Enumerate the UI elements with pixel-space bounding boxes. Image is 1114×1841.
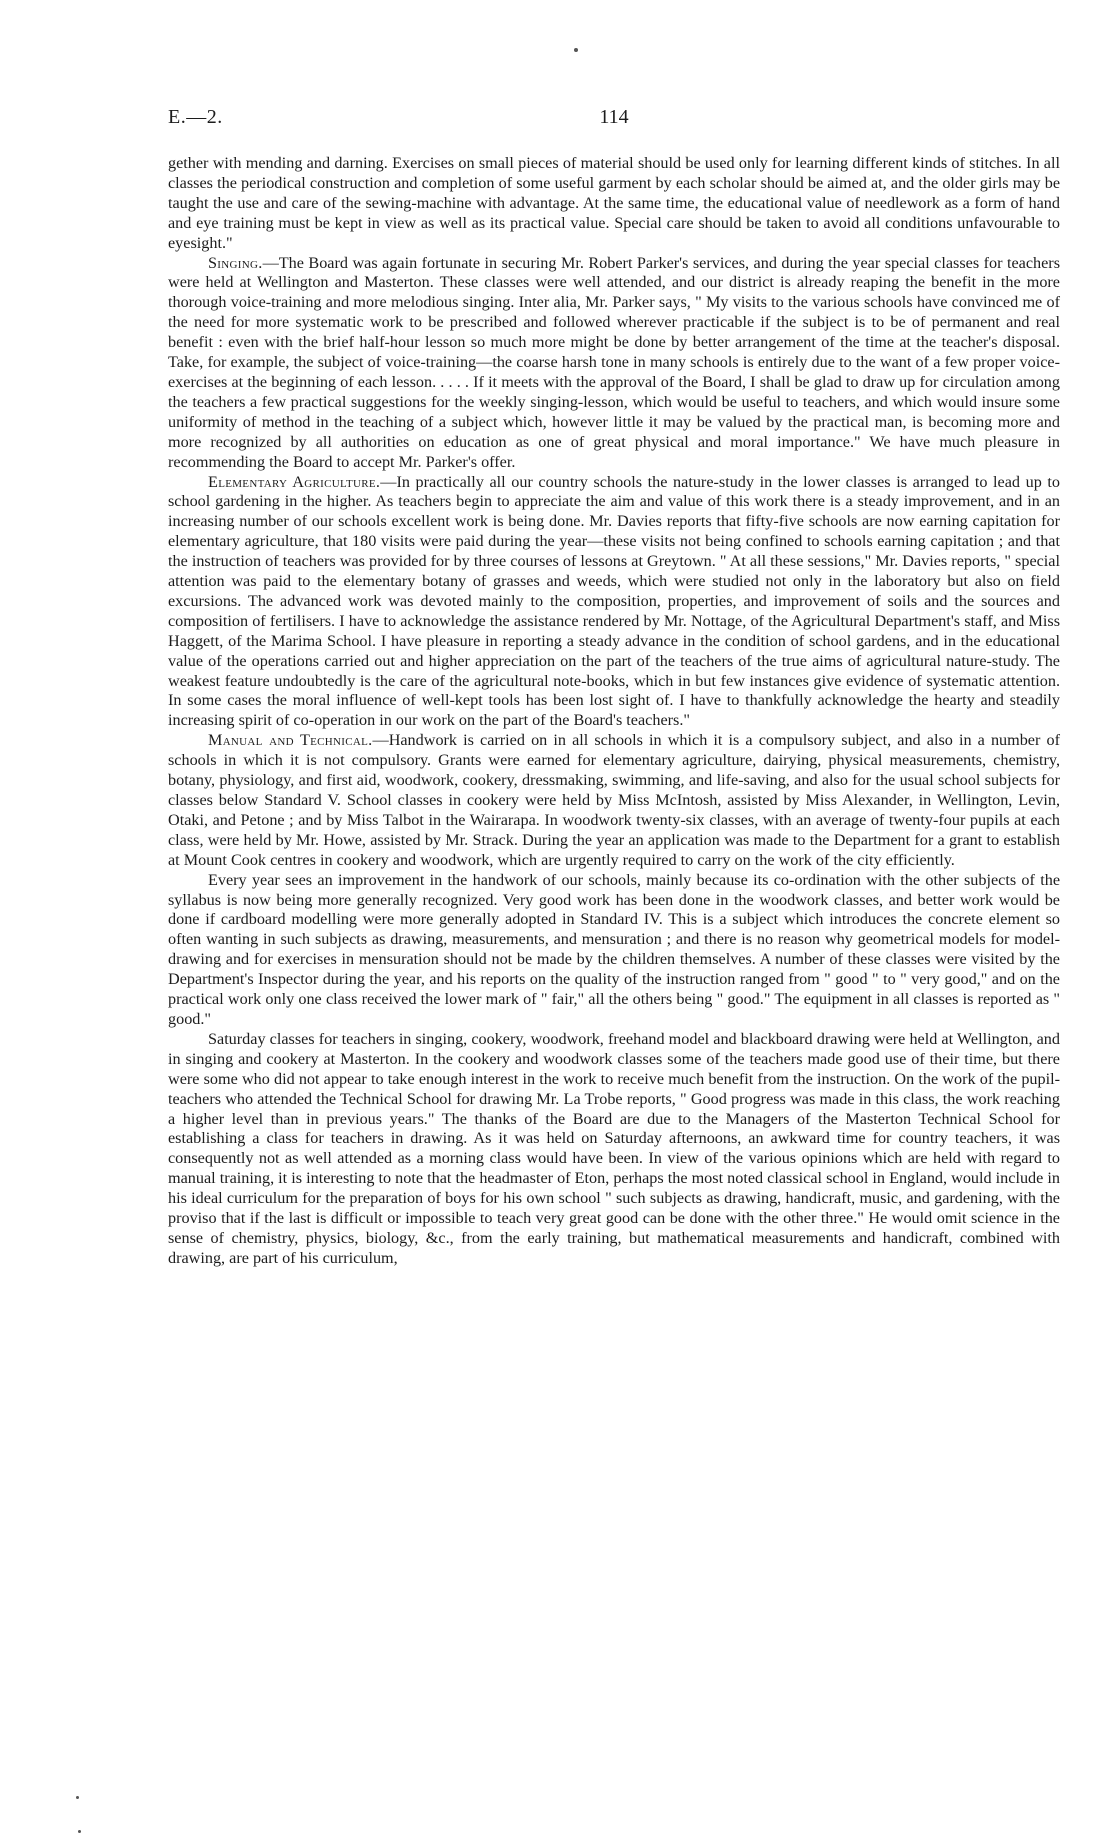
page-number: 114 [599,106,629,128]
body-text [168,154,1060,1269]
paragraph-text: Every year sees an improvement in the handwork of our schools, mainly because its co-ordination with the other subjects of the syllabus is now being more generally recognized. Very good work has been done in the woodwork classes, and better work would be done if cardboard modelling were more generally adopted in Standard IV. This is a subject which introduces the concrete element so often wanting in such subjects as drawing, measurements, and mensuration ; and there is no reason why geometrical models for model-drawing and for exercises in mensuration should not be made by the children themselves. A number of these classes were visited by the Department's Inspector during the year, and his reports on the quality of the instruction ranged from " good " to " very good," and on the practical work only one class received the lower mark of " fair," all the others being " good." The equipment in all classes is reported as " good." [168,870,1060,1028]
paragraph-manual-and-technical [168,731,1060,870]
paragraph-text: gether with mending and darning. Exercises on small pieces of material should be used only for learning different kinds of stitches. In all classes the periodical construction and completion of some useful garment by each scholar should be aimed at, and the older girls may be taught the use and care of the sewing-machine with advantage. At the same time, the educational value of needlework as a form of hand and eye training must be kept in view as well as its practical value. Special care should be taken to avoid all conditions unfavourable to eyesight." [168,154,1060,252]
section-heading-elementary-agriculture: Elementary Agriculture. [208,472,381,491]
paragraph-text: —The Board was again fortunate in securing Mr. Robert Parker's services, and during the year special classes for teachers were held at Wellington and Masterton. These classes were well attended, and our district is already reaping the benefit in the more thorough voice-training and more melodious singing. Inter alia, Mr. Parker says, " My visits to the various schools have convinced me of the need for more systematic work to be prescribed and followed wherever practicable if the subject is to be of permanent and real benefit : even with the brief half-hour lesson so much more might be done by better arrangement of the time at the teacher's disposal. Take, for example, the subject of voice-training—the coarse harsh tone in many schools is entirely due to the want of a few proper voice-exercises at the beginning of each lesson. . . . . If it meets with the approval of the Board, I shall be glad to draw up for circulation among the teachers a few practical suggestions for the weekly singing-lesson, which would be useful to teachers, and which would insure some uniformity of method in the teaching of a subject which, however little it may be valued by the practical man, is becoming more and more recognized by all authorities on education as one of great physical and moral importance." We have much pleasure in recommending the Board to accept Mr. Parker's offer. [168,253,1060,471]
paragraph-text: —Handwork is carried on in all schools in which it is a compulsory subject, and also in a number of schools in which it is not compulsory. Grants were earned for elementary agriculture, dairying, physical measurements, chemistry, botany, physiology, and first aid, woodwork, cookery, dressmaking, swimming, and life-saving, and also for the usual school subjects for classes below Standard V. School classes in cookery were held by Miss McIntosh, assisted by Miss Alexander, in Wellington, Levin, Otaki, and Petone ; and by Miss Talbot in the Wairarapa. In woodwork twenty-six classes, with an average of twenty-four pupils at each class, were held by Mr. Howe, assisted by Mr. Strack. During the year an application was made to the Department for a grant to establish at Mount Cook centres in cookery and woodwork, which are urgently required to carry on the work of the city efficiently. [168,731,1060,869]
page-header [168,106,1060,140]
paragraph-handwork-improvement [168,871,1060,1030]
scan-speck [78,1830,81,1833]
paragraph-singing [168,254,1060,473]
section-heading-singing: Singing. [208,253,263,272]
scan-speck [76,1796,79,1799]
paragraph-saturday-classes [168,1030,1060,1269]
paragraph-elementary-agriculture [168,473,1060,732]
section-heading-manual-and-technical: Manual and Technical. [208,731,373,750]
scan-speck [574,48,578,52]
document-reference: E.—2. [168,106,223,128]
paragraph-text: —In practically all our country schools the nature-study in the lower classes is arranged to lead up to school gardening in the higher. As teachers begin to appreciate the aim and value of this work there is a steady improvement, and in an increasing number of our schools excellent work is being done. Mr. Davies reports that fifty-five schools are now earning capitation for elementary agriculture, that 180 visits were paid during the year—these visits not being confined to schools earning capitation ; and that the instruction of teachers was provided for by three courses of lessons at Greytown. " At all these sessions," Mr. Davies reports, " special attention was paid to the elementary botany of grasses and weeds, which were studied not only in the laboratory but also on field excursions. The advanced work was devoted mainly to the composition, properties, and improvement of soils and the sources and composition of fertilisers. I have to acknowledge the assistance rendered by Mr. Nottage, of the Agricultural Department's staff, and Miss Haggett, of the Marima School. I have pleasure in reporting a steady advance in the condition of school gardens, and in the educational value of the operations carried out and higher appreciation on the part of the teachers of the true aims of agricultural nature-study. The weakest feature undoubtedly is the care of the agricultural note-books, which in but few instances give evidence of systematic attention. In some cases the moral influence of well-kept tools has been lost sight of. I have to thankfully acknowledge the hearty and steadily increasing spirit of co-operation in our work on the part of the Board's teachers." [168,472,1061,730]
paragraph-needlework-continued [168,154,1060,254]
paragraph-text: Saturday classes for teachers in singing, cookery, woodwork, freehand model and blackboard drawing were held at Wellington, and in singing and cookery at Masterton. In the cookery and woodwork classes some of the teachers made good use of their time, but there were some who did not appear to take enough interest in the work to receive much benefit from the instruction. On the work of the pupil-teachers who attended the Technical School for drawing Mr. La Trobe reports, " Good progress was made in this class, the work reaching a higher level than in previous years." The thanks of the Board are due to the Managers of the Masterton Technical School for establishing a class for teachers in drawing. As it was held on Saturday afternoons, an awkward time for country teachers, it was consequently not as well attended as a morning class would have been. In view of the various opinions which are held with regard to manual training, it is interesting to note that the headmaster of Eton, perhaps the most noted classical school in England, would include in his ideal curriculum for the preparation of boys for his own school " such subjects as drawing, handicraft, music, and gardening, with the proviso that if the last is difficult or impossible to teach very great good can be done with the other three." He would omit science in the sense of chemistry, physics, biology, &c., from the early training, but mathematical measurements and handicraft, combined with drawing, are part of his curriculum, [168,1029,1060,1267]
